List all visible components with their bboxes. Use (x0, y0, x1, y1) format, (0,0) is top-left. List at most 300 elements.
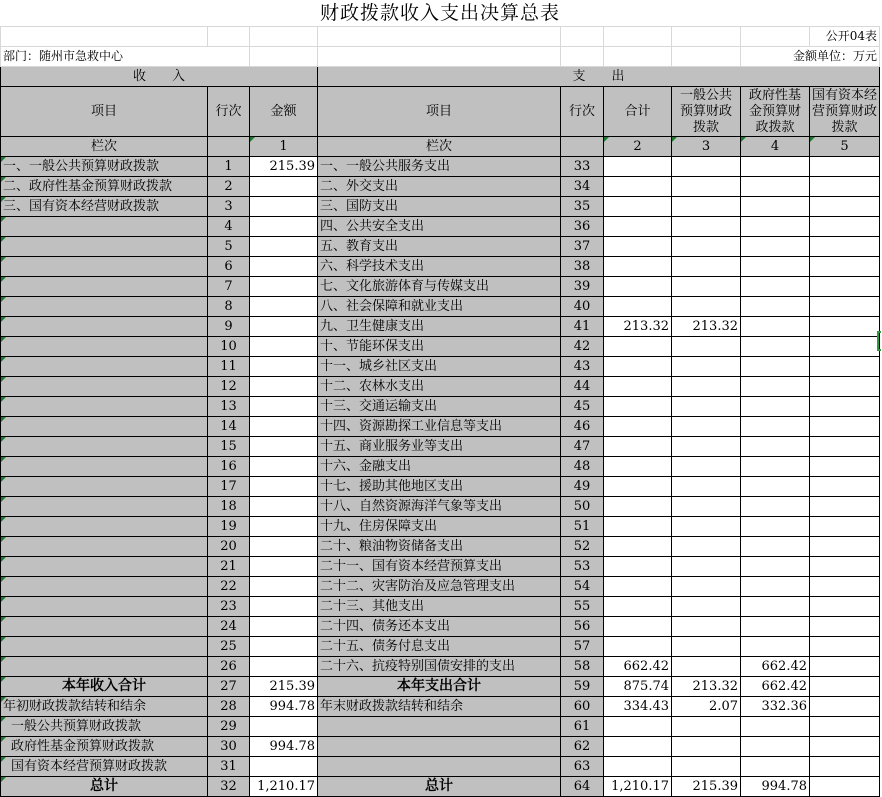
table-title: 财政拨款收入支出决算总表 (319, 2, 560, 24)
expense-total-cell[interactable] (604, 757, 672, 777)
state-capital-cell[interactable] (810, 517, 880, 537)
general-budget-cell[interactable] (672, 397, 741, 417)
income-row-number: 14 (208, 417, 250, 437)
expense-row-number: 37 (561, 237, 604, 257)
expense-item-cell: 三、国防支出 (318, 197, 561, 217)
income-amount-cell[interactable] (250, 197, 318, 217)
income-amount-cell[interactable] (250, 217, 318, 237)
expense-row-number: 40 (561, 297, 604, 317)
general-budget-cell[interactable] (672, 297, 741, 317)
table-row (1, 597, 880, 617)
income-amount-cell[interactable] (250, 717, 318, 737)
expense-row-number: 42 (561, 337, 604, 357)
state-capital-cell[interactable] (810, 697, 880, 717)
expense-total-cell[interactable] (604, 717, 672, 737)
state-capital-cell[interactable] (810, 557, 880, 577)
table-row (1, 397, 880, 417)
table-row (1, 437, 880, 457)
state-capital-cell[interactable] (810, 757, 880, 777)
state-capital-cell[interactable] (810, 777, 880, 797)
table-row (1, 277, 880, 297)
expense-item-cell: 四、公共安全支出 (318, 217, 561, 237)
expense-row-number: 52 (561, 537, 604, 557)
table-row (1, 157, 880, 177)
income-row-number: 3 (208, 197, 250, 217)
expense-item-cell: 六、科学技术支出 (318, 257, 561, 277)
income-item-cell: 年初财政拨款结转和结余 (1, 697, 208, 717)
table-row (1, 197, 880, 217)
income-amount-cell[interactable] (250, 257, 318, 277)
expense-total-cell[interactable] (604, 437, 672, 457)
state-capital-cell[interactable] (810, 377, 880, 397)
income-row-number: 31 (208, 757, 250, 777)
state-capital-cell[interactable] (810, 297, 880, 317)
expense-section-header: 支 出 (318, 67, 880, 87)
general-budget-cell[interactable] (672, 537, 741, 557)
state-capital-cell[interactable] (810, 597, 880, 617)
expense-total-cell[interactable] (604, 257, 672, 277)
income-amount-cell[interactable] (250, 617, 318, 637)
expense-item-cell: 十三、交通运输支出 (318, 397, 561, 417)
income-row-number: 18 (208, 497, 250, 517)
expense-row-number: 51 (561, 517, 604, 537)
state-capital-cell[interactable] (810, 217, 880, 237)
income-amount-cell[interactable] (250, 417, 318, 437)
general-budget-cell[interactable] (672, 617, 741, 637)
income-row-number: 19 (208, 517, 250, 537)
income-item-cell: 总计 (1, 777, 208, 797)
general-budget-cell[interactable] (672, 337, 741, 357)
income-item-cell (1, 497, 208, 517)
income-item-cell (1, 317, 208, 337)
table-row (1, 497, 880, 517)
expense-row-number: 33 (561, 157, 604, 177)
table-row (1, 217, 880, 237)
expense-total-cell[interactable] (604, 377, 672, 397)
general-budget-cell[interactable] (672, 557, 741, 577)
expense-total-cell[interactable] (604, 457, 672, 477)
state-capital-cell[interactable] (810, 637, 880, 657)
income-row-number: 26 (208, 657, 250, 677)
state-capital-cell[interactable] (810, 237, 880, 257)
gov-fund-cell[interactable] (741, 457, 810, 477)
state-capital-cell[interactable] (810, 437, 880, 457)
state-capital-cell[interactable] (810, 577, 880, 597)
gov-fund-cell[interactable] (741, 397, 810, 417)
expense-total-cell[interactable]: 875.74 (604, 677, 672, 697)
gov-fund-cell[interactable] (741, 477, 810, 497)
table-row (1, 297, 880, 317)
general-budget-cell[interactable]: 215.39 (672, 777, 741, 797)
income-item-cell (1, 557, 208, 577)
income-amount-cell[interactable] (250, 537, 318, 557)
expense-row-number: 50 (561, 497, 604, 517)
gov-fund-cell[interactable] (741, 317, 810, 337)
state-capital-cell[interactable] (810, 357, 880, 377)
income-item-cell (1, 537, 208, 557)
expense-item-cell: 二十四、债务还本支出 (318, 617, 561, 637)
income-item-cell (1, 397, 208, 417)
column-index-5: 5 (810, 137, 880, 157)
expense-item-cell: 十六、金融支出 (318, 457, 561, 477)
income-amount-cell[interactable]: 215.39 (250, 157, 318, 177)
income-item-cell (1, 637, 208, 657)
income-amount-cell[interactable] (250, 637, 318, 657)
state-capital-cell[interactable] (810, 397, 880, 417)
income-item-cell (1, 417, 208, 437)
income-amount-cell[interactable] (250, 757, 318, 777)
expense-total-cell[interactable] (604, 517, 672, 537)
gov-fund-cell[interactable] (741, 217, 810, 237)
general-budget-cell[interactable] (672, 737, 741, 757)
expense-total-cell[interactable]: 334.43 (604, 697, 672, 717)
gov-fund-cell[interactable] (741, 177, 810, 197)
expense-item-cell: 七、文化旅游体育与传媒支出 (318, 277, 561, 297)
general-budget-cell[interactable] (672, 517, 741, 537)
expense-item-cell: 二、外交支出 (318, 177, 561, 197)
table-row (1, 337, 880, 357)
expense-row-number: 34 (561, 177, 604, 197)
state-capital-cell[interactable] (810, 537, 880, 557)
expense-total-cell[interactable] (604, 277, 672, 297)
expense-item-cell: 总计 (318, 777, 561, 797)
income-row-number: 4 (208, 217, 250, 237)
expense-row-number: 38 (561, 257, 604, 277)
column-index-4: 4 (741, 137, 810, 157)
income-row-number: 2 (208, 177, 250, 197)
income-amount-cell[interactable] (250, 597, 318, 617)
income-row-number: 11 (208, 357, 250, 377)
gov-fund-cell[interactable]: 662.42 (741, 677, 810, 697)
expense-total-cell[interactable] (604, 237, 672, 257)
expense-row-number: 36 (561, 217, 604, 237)
general-budget-cell[interactable] (672, 357, 741, 377)
income-item-cell (1, 577, 208, 597)
income-item-cell (1, 597, 208, 617)
gov-fund-cell[interactable] (741, 717, 810, 737)
table-row (1, 617, 880, 637)
income-amount-cell[interactable] (250, 457, 318, 477)
expense-total-cell[interactable] (604, 537, 672, 557)
table-row (1, 237, 880, 257)
general-budget-cell[interactable] (672, 157, 741, 177)
general-budget-cell[interactable] (672, 637, 741, 657)
state-capital-header: 国有资本经营预算财政拨款 (810, 87, 880, 137)
income-item-cell (1, 337, 208, 357)
gov-fund-cell[interactable] (741, 437, 810, 457)
income-item-cell (1, 297, 208, 317)
general-budget-cell[interactable] (672, 257, 741, 277)
income-amount-cell[interactable] (250, 557, 318, 577)
column-index-1: 1 (250, 137, 318, 157)
expense-row-number: 57 (561, 637, 604, 657)
income-amount-cell[interactable] (250, 497, 318, 517)
gov-fund-cell[interactable] (741, 257, 810, 277)
state-capital-cell[interactable] (810, 197, 880, 217)
expense-total-header: 合计 (604, 87, 672, 137)
general-budget-cell[interactable] (672, 577, 741, 597)
cell-selection-marker (877, 331, 881, 351)
income-item-cell (1, 437, 208, 457)
expense-row-number: 41 (561, 317, 604, 337)
income-item-cell: 本年收入合计 (1, 677, 208, 697)
income-amount-cell[interactable]: 994.78 (250, 737, 318, 757)
expense-row-number: 39 (561, 277, 604, 297)
income-item-cell: 政府性基金预算财政拨款 (1, 737, 208, 757)
income-item-cell (1, 657, 208, 677)
state-capital-cell[interactable] (810, 317, 880, 337)
table-row (1, 477, 880, 497)
general-budget-cell[interactable] (672, 377, 741, 397)
table-row (1, 557, 880, 577)
gov-fund-cell[interactable]: 332.36 (741, 697, 810, 717)
gov-fund-cell[interactable] (741, 497, 810, 517)
expense-row-number: 49 (561, 477, 604, 497)
unit-label: 金额单位：万元 (741, 47, 880, 67)
income-row-number: 24 (208, 617, 250, 637)
general-budget-cell[interactable] (672, 237, 741, 257)
department-label: 部门：随州市急救中心 (1, 47, 250, 67)
state-capital-cell[interactable] (810, 657, 880, 677)
gov-fund-cell[interactable] (741, 737, 810, 757)
expense-total-cell[interactable]: 1,210.17 (604, 777, 672, 797)
general-budget-cell[interactable] (672, 757, 741, 777)
gov-fund-cell[interactable] (741, 597, 810, 617)
income-amount-cell[interactable] (250, 277, 318, 297)
expense-row-number: 62 (561, 737, 604, 757)
income-amount-cell[interactable] (250, 297, 318, 317)
expense-item-cell: 八、社会保障和就业支出 (318, 297, 561, 317)
expense-total-cell[interactable] (604, 477, 672, 497)
table-row (1, 177, 880, 197)
income-row-number: 22 (208, 577, 250, 597)
expense-total-cell[interactable] (604, 497, 672, 517)
gov-fund-cell[interactable] (741, 517, 810, 537)
expense-total-cell[interactable] (604, 177, 672, 197)
income-amount-cell[interactable] (250, 357, 318, 377)
state-capital-cell[interactable] (810, 677, 880, 697)
income-item-cell: 一般公共预算财政拨款 (1, 717, 208, 737)
gov-fund-cell[interactable]: 662.42 (741, 657, 810, 677)
general-budget-cell[interactable] (672, 217, 741, 237)
expense-item-cell: 二十三、其他支出 (318, 597, 561, 617)
income-item-cell (1, 617, 208, 637)
income-row-number: 20 (208, 537, 250, 557)
income-row-number: 13 (208, 397, 250, 417)
expense-row-number: 61 (561, 717, 604, 737)
gov-fund-cell[interactable] (741, 637, 810, 657)
gov-fund-cell[interactable] (741, 757, 810, 777)
income-item-header: 项目 (1, 87, 208, 137)
expense-total-cell[interactable] (604, 397, 672, 417)
income-amount-cell[interactable] (250, 237, 318, 257)
gov-fund-cell[interactable] (741, 237, 810, 257)
gov-fund-cell[interactable] (741, 297, 810, 317)
income-amount-cell[interactable]: 994.78 (250, 697, 318, 717)
expense-total-cell[interactable] (604, 417, 672, 437)
state-capital-cell[interactable] (810, 717, 880, 737)
gov-fund-header: 政府性基金预算财政拨款 (741, 87, 810, 137)
expense-item-cell: 十四、资源勘探工业信息等支出 (318, 417, 561, 437)
expense-item-cell: 二十二、灾害防治及应急管理支出 (318, 577, 561, 597)
gov-fund-cell[interactable] (741, 197, 810, 217)
gov-fund-cell[interactable] (741, 537, 810, 557)
income-section-header: 收 入 (1, 67, 318, 87)
general-budget-cell[interactable] (672, 457, 741, 477)
state-capital-cell[interactable] (810, 457, 880, 477)
income-item-cell (1, 457, 208, 477)
gov-fund-cell[interactable] (741, 357, 810, 377)
expense-total-cell[interactable] (604, 337, 672, 357)
income-amount-cell[interactable] (250, 437, 318, 457)
table-row (1, 377, 880, 397)
expense-item-cell: 九、卫生健康支出 (318, 317, 561, 337)
expense-item-cell: 十七、援助其他地区支出 (318, 477, 561, 497)
column-index-label: 栏次 (1, 137, 208, 157)
general-budget-cell[interactable] (672, 437, 741, 457)
expense-total-cell[interactable] (604, 577, 672, 597)
state-capital-cell[interactable] (810, 337, 880, 357)
income-row-number: 10 (208, 337, 250, 357)
state-capital-cell[interactable] (810, 177, 880, 197)
expense-total-cell[interactable] (604, 637, 672, 657)
expense-row-number: 64 (561, 777, 604, 797)
expense-item-cell: 五、教育支出 (318, 237, 561, 257)
income-row-number: 7 (208, 277, 250, 297)
expense-total-cell[interactable] (604, 557, 672, 577)
income-row-number: 6 (208, 257, 250, 277)
state-capital-cell[interactable] (810, 157, 880, 177)
income-item-cell (1, 377, 208, 397)
income-row-number: 9 (208, 317, 250, 337)
income-amount-cell[interactable] (250, 397, 318, 417)
state-capital-cell[interactable] (810, 477, 880, 497)
table-row (1, 657, 880, 677)
expense-total-cell[interactable]: 662.42 (604, 657, 672, 677)
expense-total-cell[interactable] (604, 217, 672, 237)
table-row (1, 677, 880, 697)
gov-fund-cell[interactable] (741, 577, 810, 597)
expense-row-number: 35 (561, 197, 604, 217)
income-amount-cell[interactable]: 215.39 (250, 677, 318, 697)
income-amount-cell[interactable] (250, 517, 318, 537)
column-index-3: 3 (672, 137, 741, 157)
expense-row-number: 45 (561, 397, 604, 417)
general-budget-cell[interactable] (672, 497, 741, 517)
table-row (1, 737, 880, 757)
gov-fund-cell[interactable] (741, 617, 810, 637)
expense-item-cell: 十八、自然资源海洋气象等支出 (318, 497, 561, 517)
income-row-number: 30 (208, 737, 250, 757)
income-item-cell (1, 477, 208, 497)
general-budget-cell[interactable] (672, 717, 741, 737)
expense-total-cell[interactable] (604, 157, 672, 177)
income-amount-cell[interactable] (250, 577, 318, 597)
general-budget-cell[interactable]: 213.32 (672, 317, 741, 337)
income-amount-header: 金额 (250, 87, 318, 137)
table-row (1, 357, 880, 377)
general-budget-cell[interactable] (672, 477, 741, 497)
gov-fund-cell[interactable] (741, 277, 810, 297)
income-amount-cell[interactable] (250, 177, 318, 197)
expense-row-number: 56 (561, 617, 604, 637)
general-budget-cell[interactable]: 2.07 (672, 697, 741, 717)
gov-fund-cell[interactable] (741, 157, 810, 177)
state-capital-cell[interactable] (810, 737, 880, 757)
income-amount-cell[interactable] (250, 317, 318, 337)
income-amount-cell[interactable] (250, 377, 318, 397)
gov-fund-cell[interactable] (741, 557, 810, 577)
income-amount-cell[interactable]: 1,210.17 (250, 777, 318, 797)
expense-row-number: 44 (561, 377, 604, 397)
general-budget-cell[interactable] (672, 177, 741, 197)
general-budget-cell[interactable] (672, 277, 741, 297)
expense-total-cell[interactable] (604, 357, 672, 377)
expense-row-number: 53 (561, 557, 604, 577)
expense-total-cell[interactable] (604, 597, 672, 617)
expense-total-cell[interactable]: 213.32 (604, 317, 672, 337)
expense-row-number: 59 (561, 677, 604, 697)
general-budget-cell[interactable] (672, 197, 741, 217)
general-budget-cell[interactable]: 213.32 (672, 677, 741, 697)
gov-fund-cell[interactable]: 994.78 (741, 777, 810, 797)
table-row (1, 777, 880, 797)
income-item-cell: 三、国有资本经营财政拨款 (1, 197, 208, 217)
gov-fund-cell[interactable] (741, 337, 810, 357)
state-capital-cell[interactable] (810, 617, 880, 637)
column-index-label-expense: 栏次 (318, 137, 561, 157)
income-row-number: 15 (208, 437, 250, 457)
expense-total-cell[interactable] (604, 297, 672, 317)
expense-item-cell: 十二、农林水支出 (318, 377, 561, 397)
income-row-number: 12 (208, 377, 250, 397)
table-row (1, 457, 880, 477)
income-row-number: 1 (208, 157, 250, 177)
income-row-number: 21 (208, 557, 250, 577)
state-capital-cell[interactable] (810, 497, 880, 517)
general-budget-cell[interactable] (672, 657, 741, 677)
table-row (1, 517, 880, 537)
income-item-cell: 二、政府性基金预算财政拨款 (1, 177, 208, 197)
state-capital-cell[interactable] (810, 257, 880, 277)
expense-total-cell[interactable] (604, 737, 672, 757)
expense-row-no-header: 行次 (561, 87, 604, 137)
general-budget-cell[interactable] (672, 417, 741, 437)
income-row-number: 25 (208, 637, 250, 657)
table-row (1, 757, 880, 777)
income-amount-cell[interactable] (250, 477, 318, 497)
expense-item-cell: 年末财政拨款结转和结余 (318, 697, 561, 717)
expense-row-number: 60 (561, 697, 604, 717)
income-amount-cell[interactable] (250, 657, 318, 677)
table-row (1, 317, 880, 337)
income-amount-cell[interactable] (250, 337, 318, 357)
expense-item-cell (318, 737, 561, 757)
gov-fund-cell[interactable] (741, 377, 810, 397)
general-budget-cell[interactable] (672, 597, 741, 617)
state-capital-cell[interactable] (810, 277, 880, 297)
table-row (1, 537, 880, 557)
income-item-cell: 国有资本经营预算财政拨款 (1, 757, 208, 777)
expense-total-cell[interactable] (604, 617, 672, 637)
state-capital-cell[interactable] (810, 417, 880, 437)
expense-item-cell: 十、节能环保支出 (318, 337, 561, 357)
gov-fund-cell[interactable] (741, 417, 810, 437)
expense-row-number: 47 (561, 437, 604, 457)
expense-row-number: 63 (561, 757, 604, 777)
expense-item-header: 项目 (318, 87, 561, 137)
expense-total-cell[interactable] (604, 197, 672, 217)
